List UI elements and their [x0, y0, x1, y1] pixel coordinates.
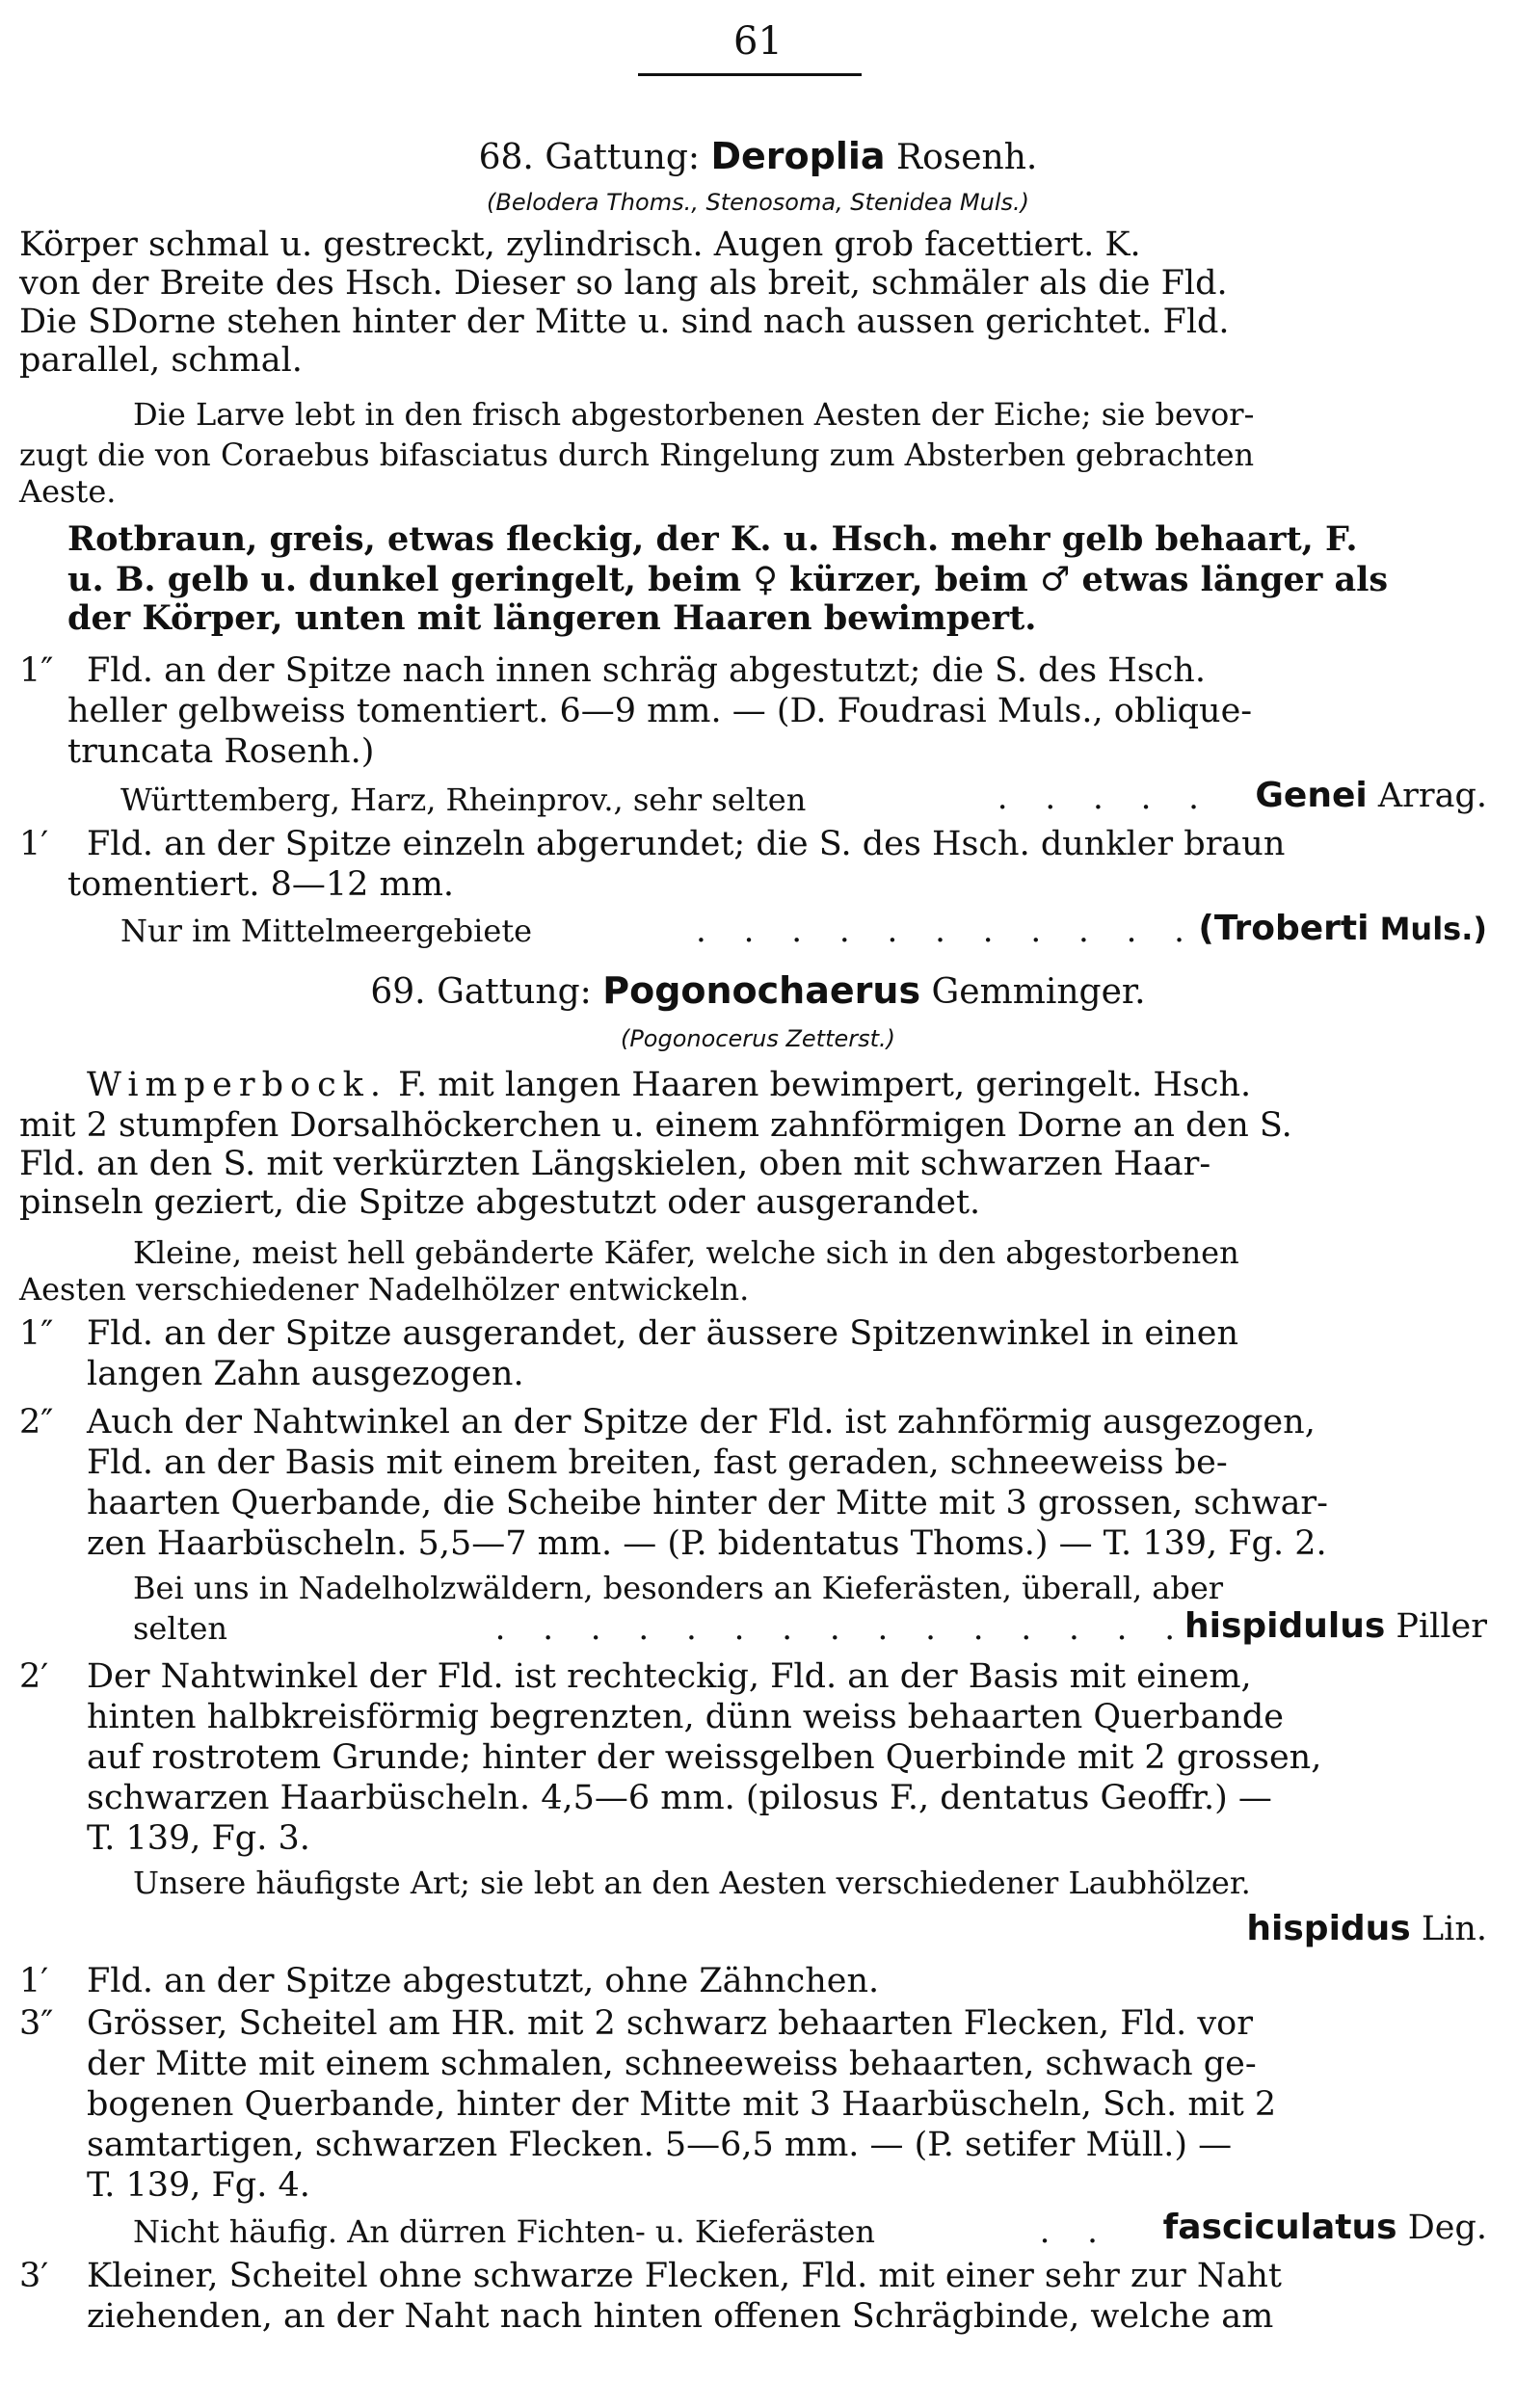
genus-68-larva-line: Die Larve lebt in den frisch abgestorbenen Aesten der Eiche; sie bevor-	[133, 396, 1255, 433]
key-line: hinten halbkreisförmig begrenzten, dünn weiss behaarten Querbande	[87, 1698, 1284, 1736]
species-fasciculatus	[1163, 2209, 1487, 2247]
dot-leader: . .	[1039, 2212, 1111, 2251]
species-author: Lin.	[1421, 1910, 1487, 1948]
species-troberti	[1198, 910, 1487, 948]
genus-68-colour-line: der Körper, unten mit längeren Haaren bewimpert.	[67, 598, 1037, 638]
genus-69-desc-line: F. mit langen Haaren bewimpert, geringelt. Hsch.	[398, 1066, 1252, 1104]
species-hispidus	[1246, 1910, 1487, 1948]
key-line: Der Nahtwinkel der Fld. ist rechteckig, Fld. an der Basis mit einem,	[87, 1657, 1252, 1696]
page-number: 61	[733, 19, 783, 64]
species-name: (Troberti	[1198, 909, 1370, 948]
genus-68-synonyms	[0, 189, 1516, 216]
key-number: 3″	[19, 2004, 54, 2043]
common-name: Wimperbock.	[87, 1066, 388, 1104]
dot-leader: . . . . . . . . . . . . . . .	[494, 1609, 1188, 1648]
key-line: auf rostrotem Grunde; hinter der weissgelben Querbinde mit 2 grossen,	[87, 1738, 1322, 1777]
key-line: Grösser, Scheitel am HR. mit 2 schwarz behaarten Flecken, Fld. vor	[87, 2004, 1253, 2043]
key-number: 2′	[19, 1657, 49, 1696]
key-number: 3′	[19, 2257, 49, 2295]
key-line: bogenen Querbande, hinter der Mitte mit 3 Haarbüscheln, Sch. mit 2	[87, 2085, 1277, 2124]
genus-68-desc-line: Die SDorne stehen hinter der Mitte u. sind nach aussen gerichtet. Fld.	[19, 303, 1230, 341]
species-author: Arrag.	[1377, 777, 1487, 815]
species-name: hispidus	[1246, 1909, 1411, 1948]
key-line: Fld. an der Spitze ausgerandet, der äussere Spitzenwinkel in einen	[87, 1314, 1239, 1353]
key-line: zen Haarbüscheln. 5,5—7 mm. — (P. bidentatus Thoms.) — T. 139, Fg. 2.	[87, 1524, 1327, 1563]
dot-leader: . . . . . . . . . . .	[696, 912, 1198, 950]
key-number: 2″	[19, 1403, 54, 1442]
key-line: truncata Rosenh.)	[67, 732, 375, 771]
species-genei	[1255, 777, 1487, 815]
key-line: T. 139, Fg. 3.	[87, 1819, 310, 1858]
genus-68-desc-line: von der Breite des Hsch. Dieser so lang als breit, schmäler als die Fld.	[19, 264, 1228, 303]
key-line: samtartigen, schwarzen Flecken. 5—6,5 mm. — (P. setifer Müll.) —	[87, 2126, 1233, 2164]
species-name: hispidulus	[1184, 1606, 1386, 1646]
key-line: haarten Querbande, die Scheibe hinter der Mitte mit 3 grossen, schwar-	[87, 1484, 1328, 1522]
genus-68-desc-line: Körper schmal u. gestreckt, zylindrisch. Augen grob facettiert. K.	[19, 225, 1141, 264]
genus-69-heading-prefix: 69. Gattung:	[370, 972, 592, 1012]
key-line: Fld. an der Basis mit einem breiten, fast geraden, schneeweiss be-	[87, 1443, 1228, 1482]
key-line: Fld. an der Spitze abgestutzt, ohne Zähnchen.	[87, 1962, 880, 2000]
genus-69-desc-first	[87, 1066, 1251, 1104]
key-line: Fld. an der Spitze nach innen schräg abgestutzt; die S. des Hsch.	[87, 651, 1206, 690]
genus-68-larva-line: Aeste.	[19, 473, 117, 510]
species-author: Muls.)	[1379, 911, 1487, 947]
key-number: 1″	[19, 1314, 54, 1353]
genus-68-desc-line: parallel, schmal.	[19, 341, 303, 380]
genus-69-desc-line: pinseln geziert, die Spitze abgestutzt oder ausgerandet.	[19, 1183, 981, 1222]
genus-69-note-line: Kleine, meist hell gebänderte Käfer, welche sich in den abgestorbenen	[133, 1234, 1239, 1271]
genus-68-author: Rosenh.	[896, 138, 1038, 177]
genus-69-synonyms-text: (Pogonocerus Zetterst.)	[620, 1025, 896, 1052]
species-name: Genei	[1255, 776, 1368, 815]
distribution-line: Württemberg, Harz, Rheinprov., sehr selten	[120, 781, 807, 818]
genus-69-desc-line: mit 2 stumpfen Dorsalhöckerchen u. einem zahnförmigen Dorne an den S.	[19, 1106, 1292, 1145]
genus-69-desc-line: Fld. an den S. mit verkürzten Längskielen, oben mit schwarzen Haar-	[19, 1145, 1211, 1183]
key-line: ziehenden, an der Naht nach hinten offenen Schrägbinde, welche am	[87, 2297, 1274, 2336]
genus-68-heading-prefix: 68. Gattung:	[478, 138, 701, 177]
key-line: heller gelbweiss tomentiert. 6—9 mm. — (D. Foudrasi Muls., oblique-	[67, 692, 1253, 730]
genus-68-colour-line: u. B. gelb u. dunkel geringelt, beim ♀ kürzer, beim ♂ etwas länger als	[67, 560, 1389, 599]
distribution-line: Unsere häufigste Art; sie lebt an den Aesten verschiedener Laubhölzer.	[133, 1865, 1251, 1901]
species-author: Piller	[1396, 1607, 1487, 1646]
key-number: 1″	[19, 651, 54, 690]
key-line: der Mitte mit einem schmalen, schneeweiss behaarten, schwach ge-	[87, 2045, 1257, 2083]
genus-68-colour-line: Rotbraun, greis, etwas fleckig, der K. u. Hsch. mehr gelb behaart, F.	[67, 519, 1358, 559]
species-hispidulus	[1184, 1607, 1487, 1646]
genus-69-name: Pogonochaerus	[602, 969, 921, 1012]
distribution-line: Nur im Mittelmeergebiete	[120, 913, 533, 949]
key-number: 1′	[19, 825, 49, 863]
genus-69-heading	[0, 969, 1516, 1012]
key-line: Kleiner, Scheitel ohne schwarze Flecken, Fld. mit einer sehr zur Naht	[87, 2257, 1282, 2295]
dot-leader: . . . . .	[997, 779, 1212, 817]
genus-68-synonyms-text: (Belodera Thoms., Stenosoma, Stenidea Muls.)	[486, 189, 1029, 216]
species-name: fasciculatus	[1162, 2208, 1397, 2247]
key-line: langen Zahn ausgezogen.	[87, 1355, 524, 1393]
genus-69-author: Gemminger.	[931, 972, 1146, 1012]
key-line: T. 139, Fg. 4.	[87, 2166, 310, 2205]
key-line: Auch der Nahtwinkel an der Spitze der Fld. ist zahnförmig ausgezogen,	[87, 1403, 1316, 1442]
distribution-line: selten	[133, 1610, 227, 1647]
species-author: Deg.	[1407, 2209, 1487, 2247]
genus-68-name: Deroplia	[710, 135, 886, 177]
key-line: schwarzen Haarbüscheln. 4,5—6 mm. (pilosus F., dentatus Geoffr.) —	[87, 1779, 1272, 1817]
genus-68-heading	[0, 135, 1516, 177]
distribution-line: Nicht häufig. An dürren Fichten- u. Kieferästen	[133, 2213, 875, 2250]
key-number: 1′	[19, 1962, 49, 2000]
page-number-rule	[638, 73, 862, 76]
genus-69-synonyms	[0, 1025, 1516, 1052]
key-line: tomentiert. 8—12 mm.	[67, 865, 455, 904]
distribution-line: Bei uns in Nadelholzwäldern, besonders an Kieferästen, überall, aber	[133, 1570, 1224, 1606]
key-line: Fld. an der Spitze einzeln abgerundet; die S. des Hsch. dunkler braun	[87, 825, 1286, 863]
genus-69-note-line: Aesten verschiedener Nadelhölzer entwickeln.	[19, 1271, 750, 1308]
genus-68-larva-line: zugt die von Coraebus bifasciatus durch Ringelung zum Absterben gebrachten	[19, 437, 1255, 473]
